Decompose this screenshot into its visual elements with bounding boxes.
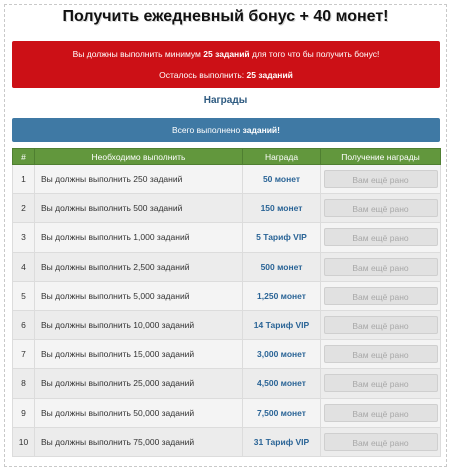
- remaining-prefix: Осталось выполнить:: [159, 70, 245, 80]
- row-requirement: Вы должны выполнить 250 заданий: [35, 165, 243, 194]
- claim-button[interactable]: Вам ещё рано: [324, 287, 438, 305]
- requirement-count: 25 заданий: [203, 49, 250, 59]
- row-reward: 31 Тариф VIP: [243, 427, 321, 456]
- requirement-line: [12, 49, 440, 59]
- row-claim-cell: [321, 369, 441, 398]
- row-number: 10: [13, 427, 35, 456]
- row-reward: 7,500 монет: [243, 398, 321, 427]
- table-row: [13, 310, 441, 339]
- row-number: 4: [13, 252, 35, 281]
- table-row: [13, 194, 441, 223]
- remaining-count: 25 заданий: [246, 70, 293, 80]
- header-reward: Награда: [243, 149, 321, 165]
- row-number: 7: [13, 340, 35, 369]
- row-requirement: Вы должны выполнить 15,000 заданий: [35, 340, 243, 369]
- row-reward: 50 монет: [243, 165, 321, 194]
- row-reward: 500 монет: [243, 252, 321, 281]
- row-number: 1: [13, 165, 35, 194]
- page-title: Получить ежедневный бонус + 40 монет!: [62, 8, 389, 25]
- claim-button[interactable]: Вам ещё рано: [324, 374, 438, 392]
- row-claim-cell: [321, 310, 441, 339]
- row-claim-cell: [321, 427, 441, 456]
- rewards-link[interactable]: Награды: [203, 95, 248, 106]
- header-claim: Получение награды: [321, 149, 441, 165]
- row-claim-cell: [321, 223, 441, 252]
- claim-button[interactable]: Вам ещё рано: [324, 433, 438, 451]
- row-claim-cell: [321, 340, 441, 369]
- requirement-alert: [12, 41, 440, 88]
- requirement-prefix: Вы должны выполнить минимум: [72, 49, 201, 59]
- row-reward: 5 Тариф VIP: [243, 223, 321, 252]
- claim-button[interactable]: Вам ещё рано: [324, 404, 438, 422]
- table-row: [13, 398, 441, 427]
- row-number: 3: [13, 223, 35, 252]
- row-number: 9: [13, 398, 35, 427]
- row-requirement: Вы должны выполнить 5,000 заданий: [35, 281, 243, 310]
- claim-button[interactable]: Вам ещё рано: [324, 258, 438, 276]
- table-row: [13, 252, 441, 281]
- row-reward: 3,000 монет: [243, 340, 321, 369]
- row-claim-cell: [321, 165, 441, 194]
- remaining-line: [12, 70, 440, 80]
- row-requirement: Вы должны выполнить 2,500 заданий: [35, 252, 243, 281]
- completed-alert: [12, 118, 440, 142]
- claim-button[interactable]: Вам ещё рано: [324, 170, 438, 188]
- rewards-table: [12, 148, 441, 457]
- table-row: [13, 165, 441, 194]
- claim-button[interactable]: Вам ещё рано: [324, 199, 438, 217]
- row-requirement: Вы должны выполнить 1,000 заданий: [35, 223, 243, 252]
- row-number: 2: [13, 194, 35, 223]
- rewards-table-wrap: [12, 148, 440, 457]
- row-requirement: Вы должны выполнить 50,000 заданий: [35, 398, 243, 427]
- row-reward: 4,500 монет: [243, 369, 321, 398]
- row-number: 6: [13, 310, 35, 339]
- table-row: [13, 223, 441, 252]
- row-reward: 14 Тариф VIP: [243, 310, 321, 339]
- table-row: [13, 427, 441, 456]
- row-claim-cell: [321, 252, 441, 281]
- header-num: #: [13, 149, 35, 165]
- completed-highlight: заданий!: [242, 125, 280, 135]
- table-header-row: [13, 149, 441, 165]
- row-claim-cell: [321, 194, 441, 223]
- row-number: 5: [13, 281, 35, 310]
- row-requirement: Вы должны выполнить 10,000 заданий: [35, 310, 243, 339]
- row-number: 8: [13, 369, 35, 398]
- row-requirement: Вы должны выполнить 75,000 заданий: [35, 427, 243, 456]
- row-requirement: Вы должны выполнить 25,000 заданий: [35, 369, 243, 398]
- row-claim-cell: [321, 398, 441, 427]
- row-reward: 1,250 монет: [243, 281, 321, 310]
- claim-button[interactable]: Вам ещё рано: [324, 345, 438, 363]
- completed-prefix: Всего выполнено: [172, 125, 241, 135]
- claim-button[interactable]: Вам ещё рано: [324, 316, 438, 334]
- row-claim-cell: [321, 281, 441, 310]
- claim-button[interactable]: Вам ещё рано: [324, 228, 438, 246]
- row-requirement: Вы должны выполнить 500 заданий: [35, 194, 243, 223]
- table-row: [13, 340, 441, 369]
- requirement-suffix: для того что бы получить бонус!: [252, 49, 380, 59]
- table-row: [13, 369, 441, 398]
- row-reward: 150 монет: [243, 194, 321, 223]
- header-requirement: Необходимо выполнить: [35, 149, 243, 165]
- table-row: [13, 281, 441, 310]
